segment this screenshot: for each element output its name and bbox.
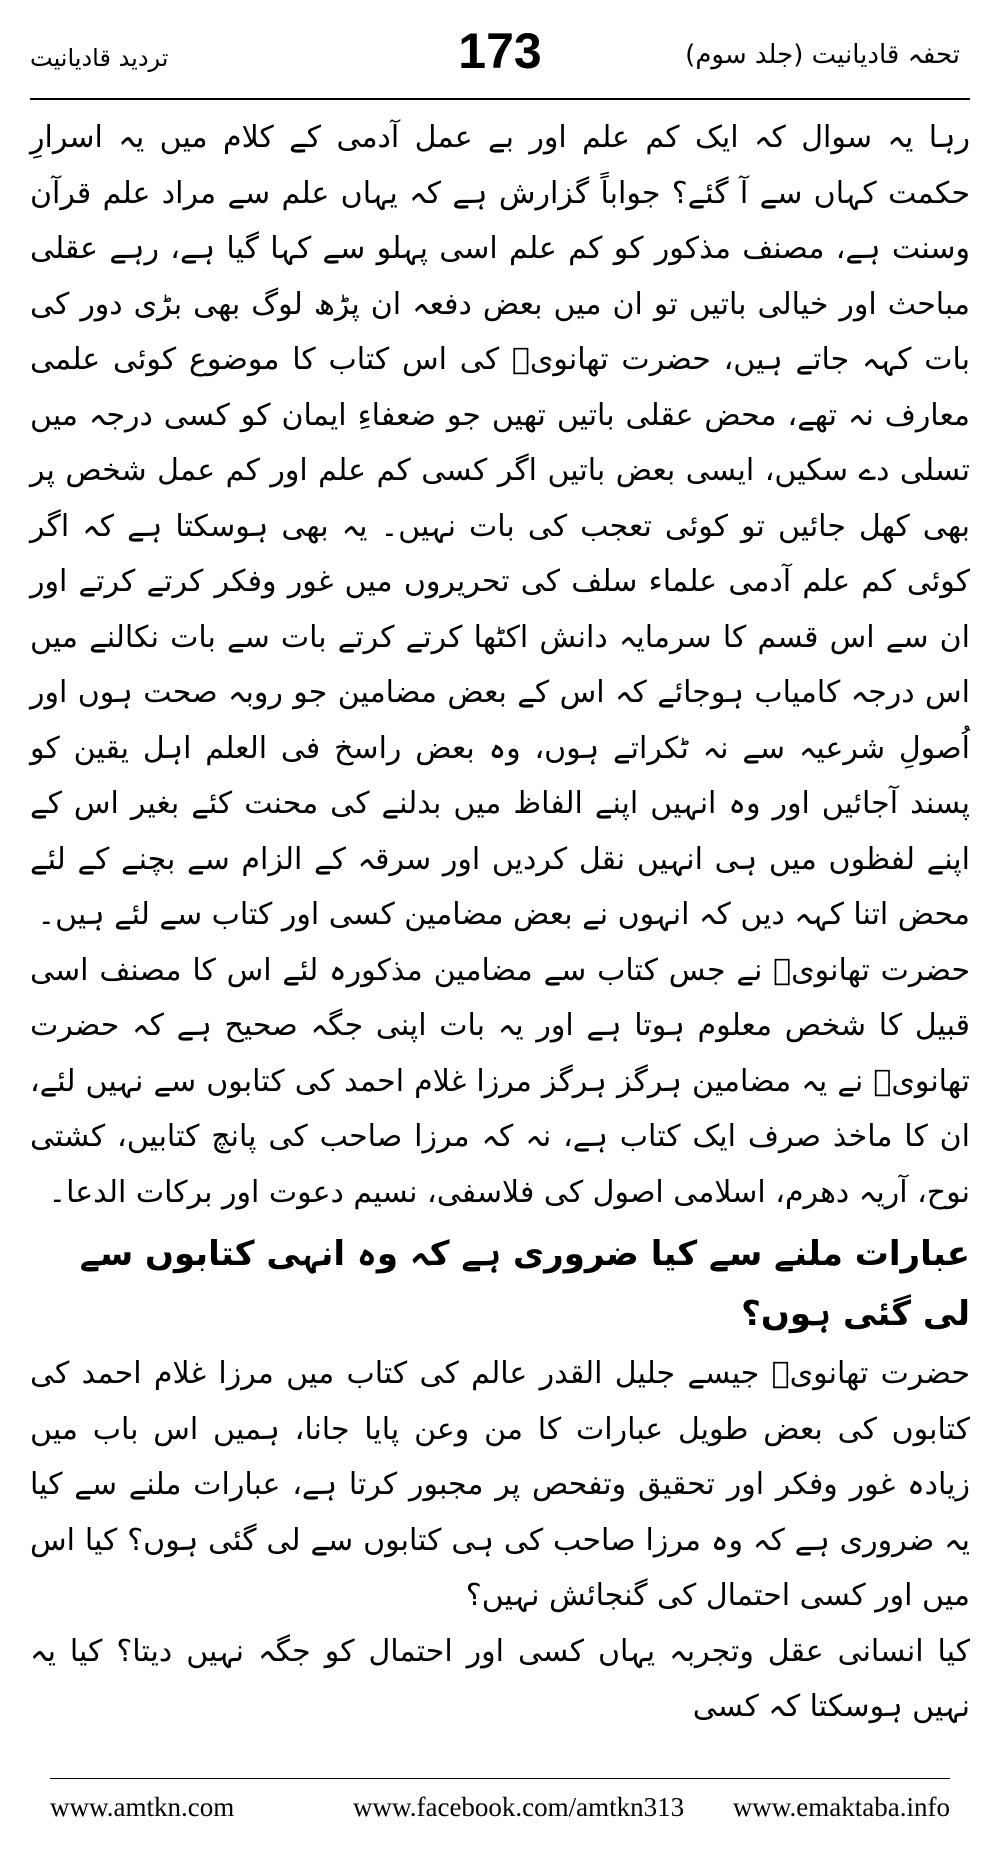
page-body (30, 110, 970, 1740)
paragraph: کیا انسانی عقل وتجربہ یہاں کسی اور احتمال کو جگہ نہیں دیتا؟ کیا یہ نہیں ہوسکتا کہ کسی (30, 1633, 970, 1724)
page-footer (50, 1792, 950, 1832)
footer-link-emaktaba[interactable]: www.emaktaba.info (732, 1792, 950, 1822)
page-header (0, 0, 1000, 100)
section-title: تردید قادیانیت (30, 44, 169, 72)
book-title: تحفہ قادیانیت (جلد سوم) (685, 40, 960, 70)
paragraph: حضرت تھانویؒ جیسے جلیل القدر عالم کی کتاب میں مرزا غلام احمد کی کتابوں کی بعض طویل عبارات کا من وعن پایا جانا، ہمیں اس باب میں زیادہ غور وفکر اور تحقیق وتفحص پر مجبور کرتا ہے، عبارات ملنے سے کیا یہ ضروری ہے کہ وہ مرزا صاحب کی ہی کتابوں سے لی گئی ہوں؟ کیا اس میں اور کسی احتمال کی گنجائش نہیں؟ (30, 1356, 970, 1613)
header-divider (30, 98, 970, 100)
footer-link-facebook[interactable]: www.facebook.com/amtkn313 (353, 1792, 685, 1822)
paragraph: رہا یہ سوال کہ ایک کم علم اور بے عمل آدمی کے کلام میں یہ اسرارِ حکمت کہاں سے آ گئے؟ جواباً گزارش ہے کہ یہاں علم سے مراد علم قرآن وسنت ہے، مصنف مذکور کو کم علم اسی پہلو سے کہا گیا ہے، رہے عقلی مباحث اور خیالی باتیں تو ان میں بعض دفعہ ان پڑھ لوگ بھی بڑی دور کی بات کہہ جاتے ہیں، حضرت تھانویؒ کی اس کتاب کا موضوع کوئی علمی معارف نہ تھے، محض عقلی باتیں تھیں جو ضعفاءِ ایمان کو کسی درجہ میں تسلی دے سکیں، ایسی بعض باتیں اگر کسی کم علم اور کم عمل شخص پر بھی کھل جائیں تو کوئی تعجب کی بات نہیں۔ یہ بھی ہوسکتا ہے کہ اگر کوئی کم علم آدمی علماء سلف کی تحریروں میں غور وفکر کرتے کرتے اور ان سے اس قسم کا سرمایہ دانش اکٹھا کرتے کرتے بات سے بات نکالنے میں اس درجہ کامیاب ہوجائے کہ اس کے بعض مضامین جو روبہ صحت ہوں اور اُصولِ شرعیہ سے نہ ٹکراتے ہوں، وہ بعض راسخ فی العلم اہل یقین کو پسند آجائیں اور وہ انہیں اپنے الفاظ میں بدلنے کی محنت کئے بغیر اس کے اپنے لفظوں میں ہی انہیں نقل کردیں اور سرقہ کے الزام سے بچنے کے لئے محض اتنا کہہ دیں کہ انہوں نے بعض مضامین کسی اور کتاب سے لئے ہیں۔ (30, 120, 970, 932)
footer-link-amtkn[interactable]: www.amtkn.com (50, 1792, 235, 1822)
paragraph: حضرت تھانویؒ نے جس کتاب سے مضامین مذکورہ لئے اس کا مصنف اسی قبیل کا شخص معلوم ہوتا ہے اور یہ بات اپنی جگہ صحیح ہے کہ حضرت تھانویؒ نے یہ مضامین ہرگز ہرگز مرزا غلام احمد کی کتابوں سے نہیں لئے، ان کا ماخذ صرف ایک کتاب ہے، نہ کہ مرزا صاحب کی پانچ کتابیں، کشتی نوح، آریہ دھرم، اسلامی اصول کی فلاسفی، نسیم دعوت اور برکات الدعا۔ (30, 952, 970, 1210)
page-number: 173 (458, 23, 542, 79)
footer-divider (50, 1778, 950, 1779)
section-heading: عبارات ملنے سے کیا ضروری ہے کہ وہ انہی کتابوں سے لی گئی ہوں؟ (79, 1234, 970, 1334)
